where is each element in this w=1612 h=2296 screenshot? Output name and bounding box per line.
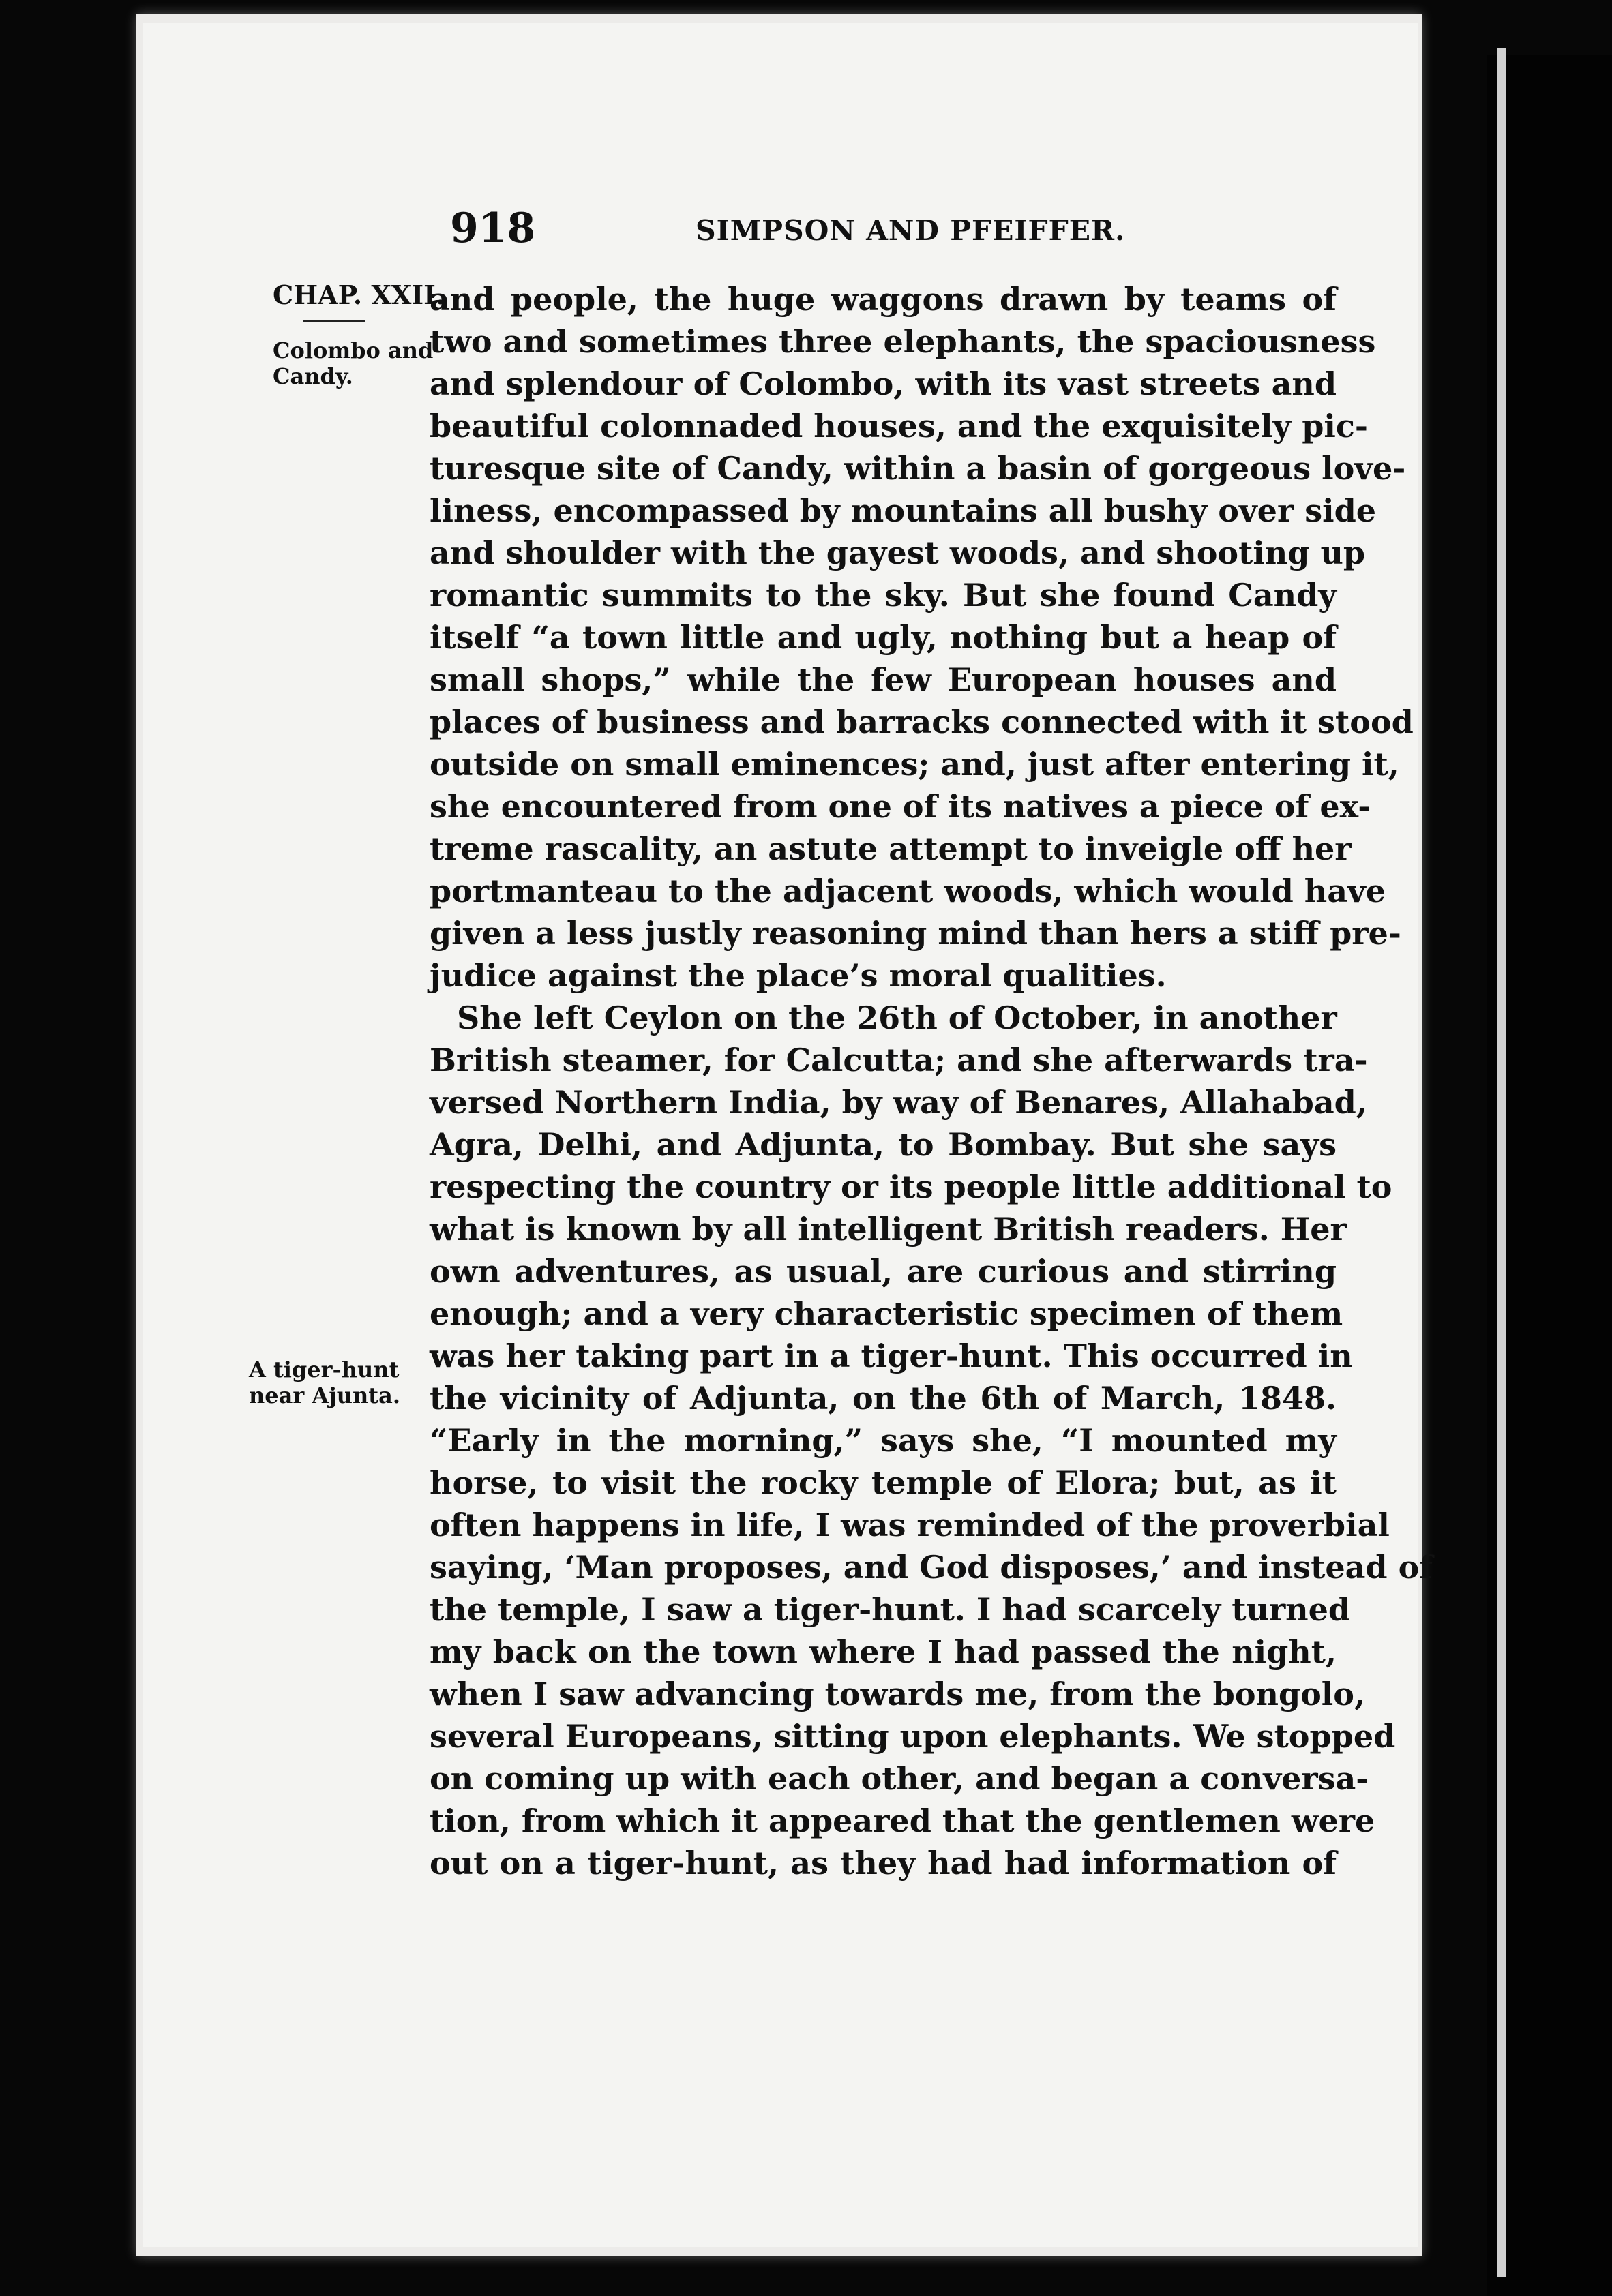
text-line: turesque site of Candy, within a basin of gorgeous love- (430, 450, 1406, 487)
text-line: romantic summits to the sky. But she found Candy (430, 577, 1337, 614)
body-text (430, 278, 1433, 1884)
text-line: on coming up with each other, and began a conversa- (430, 1760, 1369, 1797)
adjacent-page-edge (1497, 48, 1506, 2277)
text-line: versed Northern India, by way of Benares, Allahabad, (430, 1084, 1367, 1121)
text-line: and shoulder with the gayest woods, and shooting up (430, 534, 1366, 571)
margin-note-tiger-hunt: A tiger-hunt near Ajunta. (249, 1357, 400, 1408)
text-line: the temple, I saw a tiger-hunt. I had scarcely turned (430, 1591, 1351, 1628)
chapter-marker: CHAP. XXII. (273, 280, 445, 310)
text-line: she encountered from one of its natives a piece of ex- (430, 788, 1371, 825)
text-line: beautiful colonnaded houses, and the exquisitely pic- (430, 408, 1368, 444)
text-line: and splendour of Colombo, with its vast streets and (430, 365, 1337, 402)
text-line: portmanteau to the adjacent woods, which would have (430, 873, 1386, 909)
text-line: places of business and barracks connected with it stood (430, 704, 1414, 740)
text-line: what is known by all intelligent British readers. Her (430, 1211, 1347, 1248)
text-line: several Europeans, sitting upon elephants. We stopped (430, 1718, 1396, 1755)
text-line: enough; and a very characteristic specimen of them (430, 1295, 1343, 1332)
text-line: liness, encompassed by mountains all bushy over side (430, 492, 1376, 529)
text-line: She left Ceylon on the 26th of October, in another (457, 999, 1337, 1036)
text-line: outside on small eminences; and, just after entering it, (430, 746, 1399, 783)
text-line: was her taking part in a tiger-hunt. This occurred in (430, 1338, 1353, 1374)
text-line: judice against the place’s moral qualities. (430, 957, 1167, 994)
chapter-rule (303, 320, 365, 322)
text-line: my back on the town where I had passed the night, (430, 1633, 1337, 1670)
page-number: 918 (450, 205, 536, 252)
margin-note-colombo: Colombo and Candy. (273, 337, 434, 389)
text-line: own adventures, as usual, are curious and stirring (430, 1253, 1337, 1290)
text-line: often happens in life, I was reminded of the proverbial (430, 1507, 1390, 1543)
text-line: and people, the huge waggons drawn by teams of (430, 281, 1337, 318)
text-line: when I saw advancing towards me, from the bongolo, (430, 1676, 1365, 1712)
text-line: small shops,” while the few European houses and (430, 661, 1337, 698)
text-line: itself “a town little and ugly, nothing but a heap of (430, 619, 1337, 656)
text-line: horse, to visit the rocky temple of Elora; but, as it (430, 1464, 1337, 1501)
page-header (450, 205, 1337, 266)
text-line: out on a tiger-hunt, as they had had information of (430, 1845, 1337, 1882)
text-line: two and sometimes three elephants, the spaciousness (430, 323, 1376, 360)
text-line: tion, from which it appeared that the gentlemen were (430, 1802, 1375, 1839)
text-line: British steamer, for Calcutta; and she afterwards tra- (430, 1042, 1368, 1078)
text-line: Agra, Delhi, and Adjunta, to Bombay. But she says (430, 1126, 1337, 1163)
text-line: treme rascality, an astute attempt to inveigle off her (430, 830, 1352, 867)
text-line: given a less justly reasoning mind than hers a stiff pre- (430, 915, 1401, 952)
text-line: respecting the country or its people little additional to (430, 1168, 1392, 1205)
text-line: the vicinity of Adjunta, on the 6th of March, 1848. (430, 1380, 1337, 1417)
text-line: saying, ‘Man proposes, and God disposes,’ and instead of (430, 1549, 1433, 1586)
text-line: “Early in the morning,” says she, “I mounted my (430, 1422, 1337, 1459)
running-head: SIMPSON AND PFEIFFER. (696, 214, 1126, 247)
